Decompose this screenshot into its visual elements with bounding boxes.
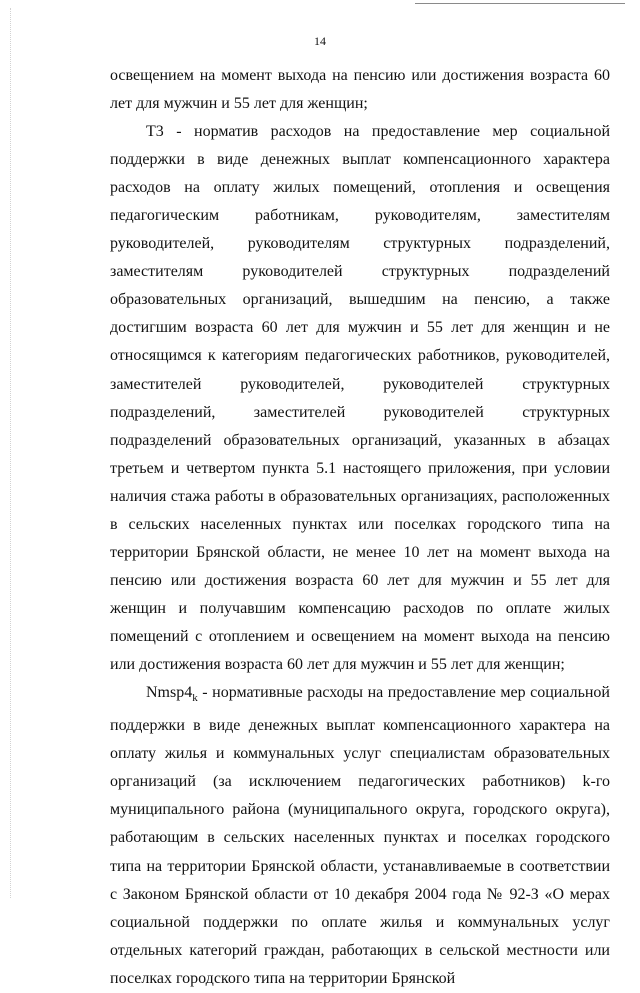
nmsp-subscript: k — [192, 692, 198, 705]
nmsp-text: - нормативные расходы на предоставление мер социальной поддержки в виде денежных выплат компенсационного характера на оплату жилья и коммунальных услуг специалистам образовательных организаций (за исключением педагогических работников) k-го муниципального района (муниципального округа, городского округа), работающим в сельских населенных пунктах и поселках городского типа на территории Брянской области, устанавливаемые в соответствии с Законом Брянской области от 10 декабря 2004 года № 92-З «О мерах социальной поддержки по оплате жилья и коммунальных услуг отдельных категорий граждан, работающих в сельской местности или поселках городского типа на территории Брянской — [110, 684, 610, 987]
top-rule — [415, 3, 625, 4]
document-body — [110, 62, 610, 993]
paragraph-nmsp4k — [110, 679, 610, 993]
paragraph-continuation: освещением на момент выхода на пенсию или достижения возраста 60 лет для мужчин и 55 лет для женщин; — [110, 67, 610, 113]
nmsp-symbol: Nmsp4 — [146, 684, 193, 702]
paragraph-t3: Т3 - норматив расходов на предоставление мер социальной поддержки в виде денежных выплат компенсационного характера расходов на оплату жилых помещений, отопления и освещения педагогическим работникам, руководителям, заместителям руководителей, руководителям структурных подразделений, заместителям руководителей структурных подразделений образовательных организаций, вышедшим на пенсию, а также достигшим возраста 60 лет для мужчин и 55 лет для женщин и не относящимся к категориям педагогических работников, руководителей, заместителей руководителей, руководителей структурных подразделений, заместителей руководителей структурных подразделений образовательных организаций, указанных в абзацах третьем и четвертом пункта 5.1 настоящего приложения, при условии наличия стажа работы в образовательных организациях, расположенных в сельских населенных пунктах или поселках городского типа на территории Брянской области, не менее 10 лет на момент выхода на пенсию или достижения возраста 60 лет для мужчин и 55 лет для женщин и получавшим компенсацию расходов по оплате жилых помещений с отоплением и освещением на момент выхода на пенсию или достижения возраста 60 лет для мужчин и 55 лет для женщин; — [110, 123, 610, 673]
page-number: 14 — [314, 34, 326, 48]
left-margin-edge — [10, 8, 11, 898]
